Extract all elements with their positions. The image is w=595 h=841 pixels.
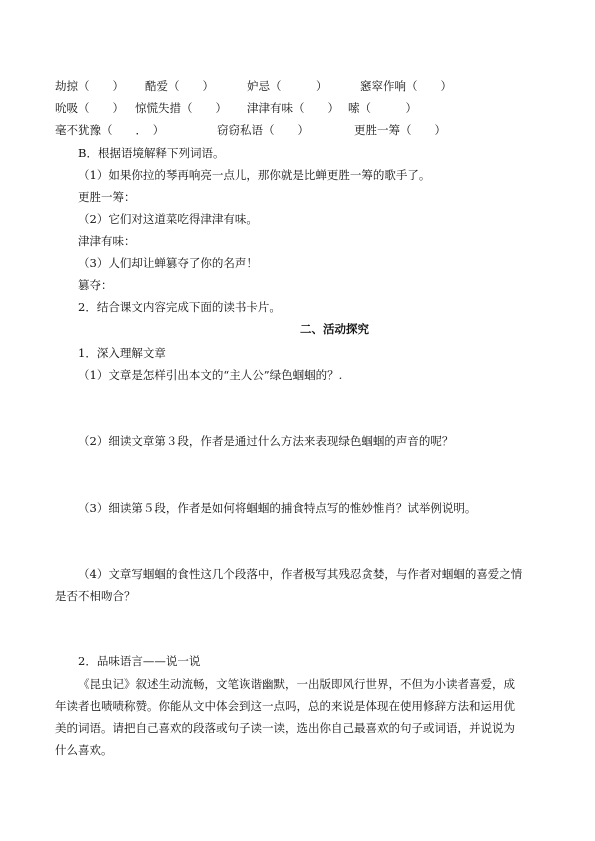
question: （4）文章写蝈蝈的食性这几个段落中，作者极写其残忍贪婪，与作者对蝈蝈的喜爱之情 [78, 567, 523, 581]
section-b-title: B．根据语境解释下列词语。 [78, 146, 225, 160]
vocab-item: 窸窣作响（ ） [360, 79, 452, 93]
paragraph-line: 《昆虫记》叙述生动流畅，文笔诙谐幽默，一出版即风行世界，不但为小读者喜爱，成 [78, 677, 515, 691]
question: （3）细读第５段，作者是如何将蝈蝈的捕食特点写的惟妙惟肖？试举例说明。 [78, 501, 477, 515]
section-heading: 二、活动探究 [300, 322, 369, 336]
vocab-item: 惊慌失措（ ） [135, 101, 227, 115]
reading-card-task: 2．结合课文内容完成下面的读书卡片。 [78, 300, 281, 314]
answer-label: 篡夺： [78, 278, 113, 292]
question-continued: 是否不相吻合？ [55, 589, 136, 603]
answer-label: 更胜一筹： [78, 190, 136, 204]
vocab-item: 妒忌（ ） [247, 79, 328, 93]
question: （1）文章是怎样引出本文的“主人公”绿色蝈蝈的？. [78, 368, 343, 382]
vocab-item: 酷爱（ ） [145, 79, 214, 93]
vocab-item: 嗦（ ） [348, 101, 417, 115]
vocab-item: 吮吸（ ） [55, 101, 124, 115]
question: （2）细读文章第３段，作者是通过什么方法来表现绿色蝈蝈的声音的呢？ [78, 434, 454, 448]
answer-label: 津津有味： [78, 234, 136, 248]
context-sentence: （3）人们却让蝉篡夺了你的名声！ [78, 256, 258, 270]
vocab-item: 更胜一筹（ ） [354, 123, 446, 137]
vocab-item: 津津有味（ ） [247, 101, 339, 115]
context-sentence: （1）如果你拉的琴再响亮一点儿，那你就是比蝉更胜一筹的歌手了。 [78, 168, 431, 182]
context-sentence: （2）它们对这道菜吃得津津有味。 [78, 212, 258, 226]
paragraph-line: 什么喜欢。 [55, 743, 113, 757]
paragraph-line: 年读者也啧啧称赞。你能从文中体会到这一点吗，总的来说是体现在使用修辞方法和运用优 [55, 699, 515, 713]
vocab-item: 毫不犹豫（ ． ） [55, 123, 165, 137]
part-2-title: 2．品味语言——说一说 [78, 654, 201, 668]
paragraph-line: 美的词语。请把自己喜欢的段落或句子读一读，选出你自己最喜欢的句子或词语，并说说为 [55, 721, 515, 735]
vocab-item: 窃窃私语（ ） [217, 123, 309, 137]
vocab-item: 劫掠（ ） [55, 79, 124, 93]
part-1-title: 1．深入理解文章 [78, 346, 166, 360]
